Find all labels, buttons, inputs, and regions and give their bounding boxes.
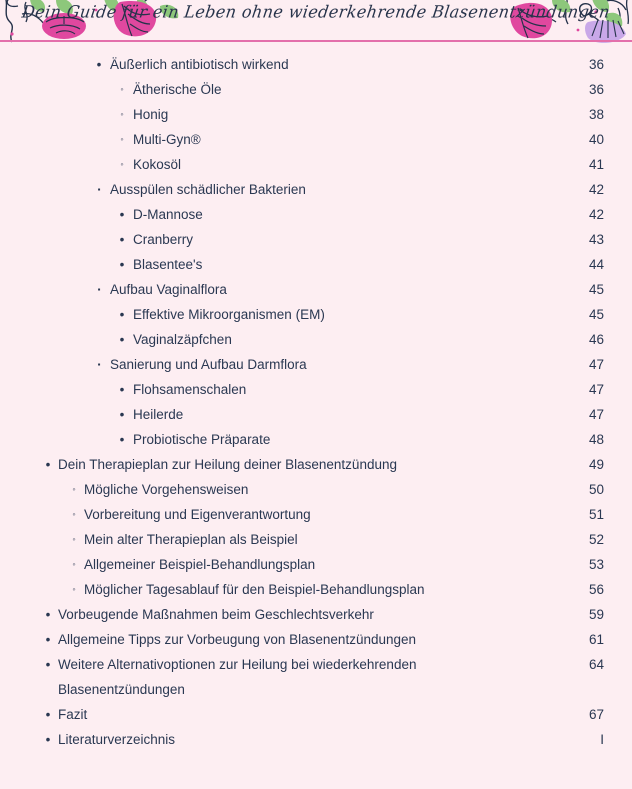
- circle-bullet-icon: ◦: [120, 159, 124, 169]
- toc-entry[interactable]: [0, 102, 632, 127]
- toc-entry[interactable]: [0, 627, 632, 652]
- toc-entry[interactable]: [0, 152, 632, 177]
- disc-bullet-icon: •: [119, 207, 125, 222]
- square-bullet-icon: ▪: [97, 285, 101, 294]
- circle-bullet-icon: ◦: [72, 534, 76, 544]
- toc-entry[interactable]: [0, 702, 632, 727]
- toc-entry-label: Allgemeiner Beispiel-Behandlungsplan: [84, 557, 316, 572]
- toc-entry-page-number: 47: [588, 407, 604, 422]
- toc-entry-page-number: 47: [588, 382, 604, 397]
- page-header: [0, 0, 632, 44]
- toc-entry[interactable]: [0, 502, 632, 527]
- circle-bullet-icon: ◦: [72, 509, 76, 519]
- disc-bullet-icon: •: [119, 232, 125, 247]
- disc-bullet-icon: •: [45, 657, 51, 672]
- toc-entry[interactable]: [0, 277, 632, 302]
- toc-entry[interactable]: [0, 227, 632, 252]
- toc-entry[interactable]: [0, 377, 632, 402]
- circle-bullet-icon: ◦: [72, 584, 76, 594]
- toc-entry-label: Cranberry: [133, 232, 194, 247]
- toc-entry-label: Honig: [133, 107, 169, 122]
- toc-entry[interactable]: [0, 252, 632, 277]
- toc-entry-page-number: 59: [588, 607, 604, 622]
- toc-entry-label: Flohsamenschalen: [133, 382, 247, 397]
- toc-entry[interactable]: [0, 402, 632, 427]
- toc-entry[interactable]: [0, 202, 632, 227]
- toc-entry-page-number: 51: [588, 507, 604, 522]
- toc-entry-label: Allgemeine Tipps zur Vorbeugung von Blasenentzündungen: [58, 632, 417, 647]
- toc-entry[interactable]: [0, 552, 632, 577]
- toc-entry-page-number: I: [600, 732, 604, 747]
- header-title: Dein Guide für ein Leben ohne wiederkehrende Blasenentzündungen: [20, 1, 612, 22]
- toc-entry-page-number: 40: [588, 132, 604, 147]
- circle-bullet-icon: ◦: [120, 84, 124, 94]
- toc-entry-label: Weitere Alternativoptionen zur Heilung bei wiederkehrenden Blasenentzündungen: [58, 657, 417, 697]
- toc-entry-page-number: 47: [588, 357, 604, 372]
- circle-bullet-icon: ◦: [72, 484, 76, 494]
- disc-bullet-icon: •: [119, 382, 125, 397]
- toc-entry[interactable]: [0, 527, 632, 552]
- circle-bullet-icon: ◦: [120, 109, 124, 119]
- toc-entry-page-number: 46: [588, 332, 604, 347]
- toc-entry-label: Heilerde: [133, 407, 184, 422]
- toc-entry-page-number: 42: [588, 182, 604, 197]
- toc-entry-label: Ätherische Öle: [133, 82, 222, 97]
- toc-entry-page-number: 44: [588, 257, 604, 272]
- toc-entry-page-number: 53: [588, 557, 604, 572]
- toc-entry-label: Ausspülen schädlicher Bakterien: [110, 182, 306, 197]
- toc-entry[interactable]: [0, 452, 632, 477]
- toc-entry-page-number: 43: [588, 232, 604, 247]
- toc-entry-label: Äußerlich antibiotisch wirkend: [110, 57, 289, 72]
- toc-entry-label: Möglicher Tagesablauf für den Beispiel-Behandlungsplan: [84, 582, 425, 597]
- toc-entry-page-number: 45: [588, 282, 604, 297]
- toc-entry-label: Effektive Mikroorganismen (EM): [133, 307, 325, 322]
- toc-entry-page-number: 41: [588, 157, 604, 172]
- header-divider-rule: [0, 40, 632, 42]
- circle-bullet-icon: ◦: [72, 559, 76, 569]
- toc-entry[interactable]: [0, 302, 632, 327]
- toc-entry[interactable]: [0, 127, 632, 152]
- toc-entry-page-number: 64: [588, 657, 604, 672]
- toc-entry-label: Kokosöl: [133, 157, 182, 172]
- toc-entry[interactable]: [0, 177, 632, 202]
- toc-entry[interactable]: [0, 577, 632, 602]
- toc-entry-label: Vorbeugende Maßnahmen beim Geschlechtsverkehr: [58, 607, 374, 622]
- square-bullet-icon: ▪: [97, 360, 101, 369]
- toc-entry-page-number: 36: [588, 82, 604, 97]
- toc-entry[interactable]: [0, 427, 632, 452]
- toc-entry[interactable]: [0, 652, 632, 702]
- toc-entry[interactable]: [0, 327, 632, 352]
- toc-entry[interactable]: [0, 602, 632, 627]
- disc-bullet-icon: •: [119, 407, 125, 422]
- toc-entry-page-number: 42: [588, 207, 604, 222]
- disc-bullet-icon: •: [45, 732, 51, 747]
- toc-entry-page-number: 49: [588, 457, 604, 472]
- toc-entry-label: Probiotische Präparate: [133, 432, 271, 447]
- toc-entry-label: Dein Therapieplan zur Heilung deiner Blasenentzündung: [58, 457, 397, 472]
- disc-bullet-icon: •: [119, 332, 125, 347]
- disc-bullet-icon: •: [96, 57, 102, 72]
- toc-entry-label: Literaturverzeichnis: [58, 732, 176, 747]
- disc-bullet-icon: •: [119, 257, 125, 272]
- disc-bullet-icon: •: [45, 457, 51, 472]
- toc-entry-label: D-Mannose: [133, 207, 203, 222]
- toc-entry-page-number: 45: [588, 307, 604, 322]
- toc-entry[interactable]: [0, 727, 632, 752]
- toc-entry-page-number: 50: [588, 482, 604, 497]
- toc-entry-label: Vaginalzäpfchen: [133, 332, 232, 347]
- table-of-contents: [0, 52, 632, 752]
- toc-entry-label: Fazit: [58, 707, 88, 722]
- toc-entry-page-number: 38: [588, 107, 604, 122]
- toc-entry[interactable]: [0, 352, 632, 377]
- toc-entry-page-number: 61: [588, 632, 604, 647]
- toc-entry-label: Mein alter Therapieplan als Beispiel: [84, 532, 298, 547]
- toc-entry-page-number: 67: [588, 707, 604, 722]
- toc-entry[interactable]: [0, 477, 632, 502]
- disc-bullet-icon: •: [119, 432, 125, 447]
- toc-entry-page-number: 36: [588, 57, 604, 72]
- toc-entry-label: Vorbereitung und Eigenverantwortung: [84, 507, 311, 522]
- disc-bullet-icon: •: [45, 607, 51, 622]
- circle-bullet-icon: ◦: [120, 134, 124, 144]
- toc-entry-page-number: 48: [588, 432, 604, 447]
- toc-entry-label: Sanierung und Aufbau Darmflora: [110, 357, 307, 372]
- disc-bullet-icon: •: [45, 632, 51, 647]
- square-bullet-icon: ▪: [97, 185, 101, 194]
- toc-entry[interactable]: [0, 52, 632, 77]
- toc-entry-page-number: 56: [588, 582, 604, 597]
- disc-bullet-icon: •: [119, 307, 125, 322]
- toc-entry-label: Multi-Gyn®: [133, 132, 201, 147]
- toc-entry-label: Mögliche Vorgehensweisen: [84, 482, 249, 497]
- disc-bullet-icon: •: [45, 707, 51, 722]
- toc-entry-label: Blasentee's: [133, 257, 203, 272]
- toc-entry-page-number: 52: [588, 532, 604, 547]
- toc-entry-label: Aufbau Vaginalflora: [110, 282, 227, 297]
- toc-entry[interactable]: [0, 77, 632, 102]
